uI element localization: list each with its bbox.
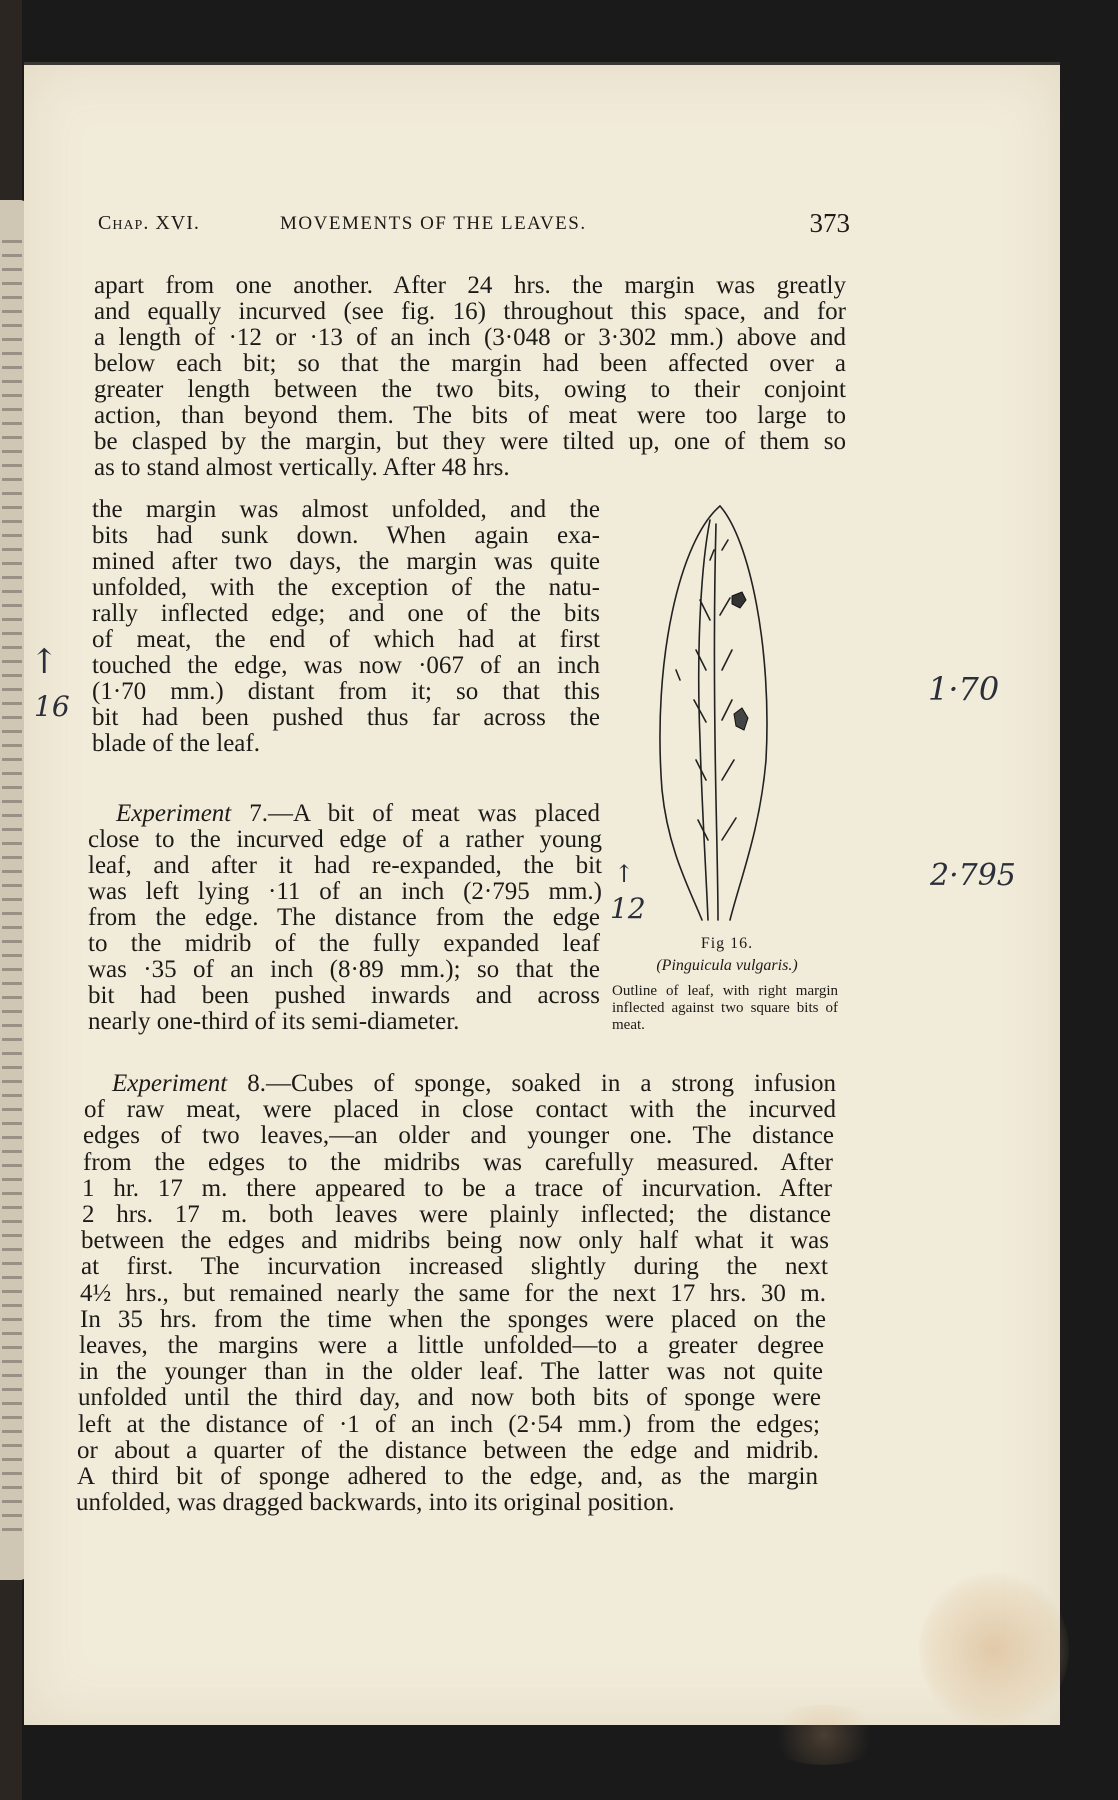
text-line: unfolded, was dragged backwards, into its original position. xyxy=(76,1489,675,1517)
figure-species: (Pinguicula vulgaris.) xyxy=(656,957,798,974)
foxing-stain xyxy=(919,1570,1069,1730)
text-line: mined after two days, the margin was quite xyxy=(92,548,600,575)
text-line: unfolded until the third day, and now both bits of sponge were xyxy=(78,1384,821,1412)
text-line: or about a quarter of the distance between the edge and midrib. xyxy=(77,1436,819,1464)
text-line: bit had been pushed thus far across the xyxy=(92,704,600,731)
text-line: a length of ·12 or ·13 of an inch (3·048 or 3·302 mm.) above and xyxy=(94,324,846,351)
text-line: action, than beyond them. The bits of meat were too large to xyxy=(94,402,846,429)
text-line: greater length between the two bits, owing to their conjoint xyxy=(94,376,846,403)
text-line: nearly one-third of its semi-diameter. xyxy=(88,1008,460,1035)
text-line: and equally incurved (see fig. 16) throughout this space, and for xyxy=(94,298,846,325)
text-line: close to the incurved edge of a rather young xyxy=(88,826,602,853)
text-line: below each bit; so that the margin had been affected over a xyxy=(94,350,846,377)
foxing-stain xyxy=(764,1705,884,1765)
text-line: bit had been pushed inwards and across xyxy=(88,982,600,1009)
text-line: of raw meat, were placed in close contact with the incurved xyxy=(84,1096,836,1124)
handwritten-note: 12 xyxy=(610,892,646,925)
page-number: 373 xyxy=(809,208,850,238)
text-line: left at the distance of ·1 of an inch (2·54 mm.) from the edges; xyxy=(78,1410,820,1438)
handwritten-arrow: ↑ xyxy=(30,642,59,682)
experiment-text: 7.—A bit of meat was placed xyxy=(231,800,600,827)
handwritten-note: 1·70 xyxy=(928,670,1000,708)
experiment-label: Experiment xyxy=(112,1070,228,1097)
text-line: from the edges to the midribs was carefully measured. After xyxy=(83,1148,833,1176)
handwritten-note: 16 xyxy=(34,690,70,723)
experiment-heading-line xyxy=(88,800,600,828)
experiment-heading-line xyxy=(84,1070,836,1098)
text-line: In 35 hrs. from the time when the sponges were placed on the xyxy=(80,1305,826,1333)
text-line: was ·35 of an inch (8·89 mm.); so that the xyxy=(88,956,600,983)
text-line: between the edges and midribs being now only half what it was xyxy=(81,1227,829,1255)
text-line: A third bit of sponge adhered to the edge, and, as the margin xyxy=(77,1463,818,1490)
leaf-outline-figure xyxy=(640,500,790,930)
handwritten-arrow: ↑ xyxy=(614,860,635,888)
handwritten-note: 2·795 xyxy=(930,858,1016,893)
text-line: blade of the leaf. xyxy=(92,730,260,757)
text-line: unfolded, with the exception of the natu- xyxy=(92,574,600,601)
text-line: apart from one another. After 24 hrs. the margin was greatly xyxy=(94,272,846,299)
running-title: MOVEMENTS OF THE LEAVES. xyxy=(280,213,587,234)
text-line: leaves, the margins were a little unfolded—to a greater degree xyxy=(79,1332,824,1359)
text-line: 1 hr. 17 m. there appeared to be a trace of incurvation. After xyxy=(82,1174,832,1202)
text-line: 4½ hrs., but remained nearly the same for the next 17 hrs. 30 m. xyxy=(80,1279,826,1307)
text-line: bits had sunk down. When again exa- xyxy=(92,522,600,549)
chapter-label: Chap. XVI. xyxy=(98,212,200,234)
text-line: at first. The incurvation increased slightly during the next xyxy=(81,1253,828,1281)
text-line: the margin was almost unfolded, and the xyxy=(92,496,600,523)
running-header xyxy=(98,208,850,248)
text-line: was left lying ·11 of an inch (2·795 mm.) xyxy=(88,878,602,905)
text-line: leaf, and after it had re-expanded, the bit xyxy=(88,852,602,879)
text-line: edges of two leaves,—an older and younger one. The distance xyxy=(83,1122,834,1150)
text-line: (1·70 mm.) distant from it; so that this xyxy=(92,678,600,705)
figure-description: Outline of leaf, with right margin inflected against two square bits of meat. xyxy=(612,983,838,1033)
text-line: as to stand almost vertically. After 48 hrs. xyxy=(94,454,510,481)
figure-number: Fig 16. xyxy=(700,935,754,952)
text-line: from the edge. The distance from the edge xyxy=(88,904,600,931)
text-line: in the younger than in the older leaf. The latter was not quite xyxy=(79,1358,823,1386)
text-line: to the midrib of the fully expanded leaf xyxy=(88,930,600,957)
text-line: rally inflected edge; and one of the bits xyxy=(92,600,600,627)
text-line: of meat, the end of which had at first xyxy=(92,626,600,653)
text-line: be clasped by the margin, but they were tilted up, one of them so xyxy=(94,428,846,455)
experiment-label: Experiment xyxy=(116,800,232,827)
text-line: touched the edge, was now ·067 of an inch xyxy=(92,652,600,679)
experiment-text: 8.—Cubes of sponge, soaked in a strong infusion xyxy=(227,1070,836,1097)
figure-caption xyxy=(612,935,842,1034)
text-line: 2 hrs. 17 m. both leaves were plainly inflected; the distance xyxy=(82,1201,831,1228)
